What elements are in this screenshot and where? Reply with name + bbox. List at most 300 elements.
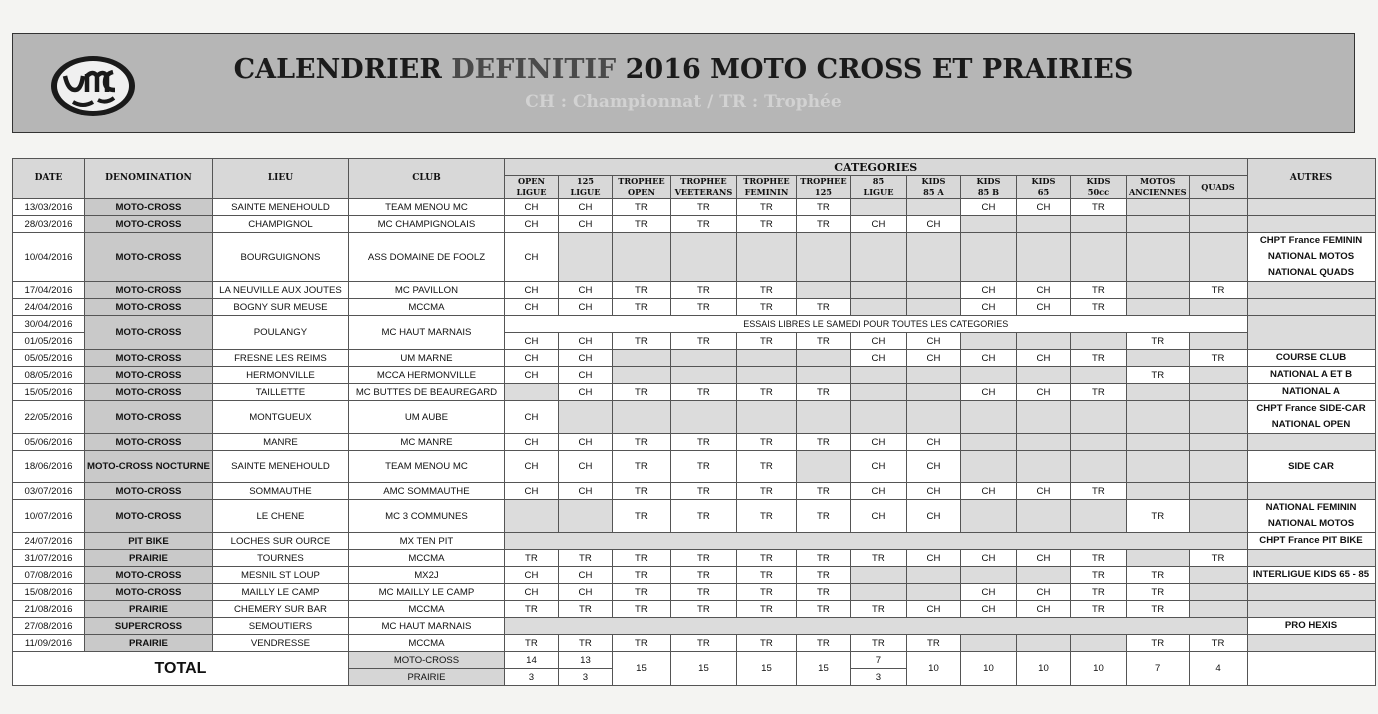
- row-lieu: FRESNE LES REIMS: [212, 350, 348, 367]
- row-category-cell: [960, 216, 1016, 233]
- row-category-cell: CH: [1016, 282, 1070, 299]
- row-category-cell: TR: [736, 601, 796, 618]
- row-category-cell: CH: [850, 350, 906, 367]
- row-club: UM AUBE: [348, 401, 504, 434]
- row-category-cell: TR: [612, 483, 670, 500]
- row-category-cell: [1016, 434, 1070, 451]
- row-category-cell: [736, 350, 796, 367]
- row-category-cell: CH: [960, 282, 1016, 299]
- row-category-cell: TR: [612, 216, 670, 233]
- row-category-cell: TR: [736, 333, 796, 350]
- table-row: [13, 350, 1376, 367]
- table-row: [13, 635, 1376, 652]
- row-category-cell: TR: [670, 584, 736, 601]
- row-category-cell: TR: [504, 601, 558, 618]
- row-denomination: PRAIRIE: [85, 601, 213, 618]
- row-category-cell: TR: [1070, 282, 1126, 299]
- row-category-cell: [1189, 216, 1247, 233]
- row-category-cell: [736, 401, 796, 434]
- row-category-cell: CH: [1016, 584, 1070, 601]
- row-category-cell: [1126, 350, 1189, 367]
- row-category-cell: TR: [1126, 367, 1189, 384]
- row-category-cell: [1016, 333, 1070, 350]
- table-row: [13, 367, 1376, 384]
- row-autres: [1247, 350, 1375, 367]
- row-category-cell: TR: [736, 384, 796, 401]
- row-category-cell: [1189, 199, 1247, 216]
- row-category-cell: CH: [504, 216, 558, 233]
- row-category-cell: CH: [906, 550, 960, 567]
- row-category-cell: [612, 233, 670, 282]
- calendar-table: [12, 158, 1376, 686]
- row-category-cell: CH: [850, 483, 906, 500]
- row-category-cell: TR: [670, 216, 736, 233]
- row-category-cell: [1126, 282, 1189, 299]
- row-category-cell: [1016, 500, 1070, 533]
- row-club: AMC SOMMAUTHE: [348, 483, 504, 500]
- page-title: CALENDRIER DEFINITIF 2016 MOTO CROSS ET PRAIRIES: [233, 54, 1134, 85]
- row-category-cell: [906, 199, 960, 216]
- row-category-cell: [960, 635, 1016, 652]
- row-category-cell: [796, 350, 850, 367]
- row-club: TEAM MENOU MC: [348, 451, 504, 483]
- row-categories-empty: [504, 533, 1247, 550]
- row-category-cell: [1189, 333, 1247, 350]
- row-lieu: SAINTE MENEHOULD: [212, 451, 348, 483]
- row-category-cell: CH: [558, 367, 612, 384]
- row-category-cell: TR: [612, 635, 670, 652]
- total-85-mc: 7: [850, 652, 906, 669]
- row-category-cell: CH: [1016, 483, 1070, 500]
- row-category-cell: CH: [960, 384, 1016, 401]
- row-category-cell: [1016, 451, 1070, 483]
- row-category-cell: CH: [960, 550, 1016, 567]
- row-category-cell: CH: [504, 434, 558, 451]
- row-category-cell: [960, 333, 1016, 350]
- row-category-cell: TR: [612, 601, 670, 618]
- row-category-cell: [850, 282, 906, 299]
- row-category-cell: TR: [796, 299, 850, 316]
- row-autres: [1247, 216, 1375, 233]
- row-date: 07/08/2016: [13, 567, 85, 584]
- row-category-cell: [960, 401, 1016, 434]
- header-banner: [12, 33, 1355, 133]
- row-category-cell: [1016, 567, 1070, 584]
- row-category-cell: [906, 299, 960, 316]
- row-category-cell: CH: [906, 601, 960, 618]
- row-date: 15/05/2016: [13, 384, 85, 401]
- table-row: [13, 384, 1376, 401]
- row-category-cell: TR: [1070, 384, 1126, 401]
- row-category-cell: [670, 401, 736, 434]
- row-lieu: HERMONVILLE: [212, 367, 348, 384]
- row-category-cell: TR: [670, 333, 736, 350]
- total-open-mc: 14: [504, 652, 558, 669]
- row-denomination: MOTO-CROSS: [85, 216, 213, 233]
- row-category-cell: [796, 367, 850, 384]
- row-autres: [1247, 316, 1375, 350]
- row-category-cell: TR: [1126, 635, 1189, 652]
- total-open-pr: 3: [504, 669, 558, 686]
- row-category-cell: TR: [1189, 635, 1247, 652]
- row-denomination: MOTO-CROSS: [85, 367, 213, 384]
- autres-line: COURSE CLUB: [1275, 352, 1347, 363]
- row-category-cell: [1070, 635, 1126, 652]
- row-category-cell: TR: [796, 333, 850, 350]
- row-category-cell: CH: [906, 483, 960, 500]
- row-denomination: MOTO-CROSS: [85, 233, 213, 282]
- row-autres: [1247, 199, 1375, 216]
- row-category-cell: TR: [670, 282, 736, 299]
- row-denomination: SUPERCROSS: [85, 618, 213, 635]
- row-category-cell: CH: [504, 333, 558, 350]
- row-category-cell: CH: [906, 333, 960, 350]
- row-category-cell: [906, 384, 960, 401]
- row-category-cell: CH: [1016, 350, 1070, 367]
- row-category-cell: CH: [504, 483, 558, 500]
- row-category-cell: TR: [670, 199, 736, 216]
- row-autres: [1247, 533, 1375, 550]
- row-category-cell: [1126, 434, 1189, 451]
- total-kids50: 10: [1070, 652, 1126, 686]
- row-category-cell: [960, 500, 1016, 533]
- row-autres: [1247, 500, 1375, 533]
- row-category-cell: [906, 567, 960, 584]
- row-category-cell: [850, 367, 906, 384]
- row-category-cell: [1189, 367, 1247, 384]
- row-category-cell: TR: [736, 216, 796, 233]
- row-date: 08/05/2016: [13, 367, 85, 384]
- row-category-cell: CH: [504, 299, 558, 316]
- row-category-cell: TR: [1189, 282, 1247, 299]
- row-category-cell: TR: [736, 434, 796, 451]
- row-category-cell: [504, 500, 558, 533]
- total-85-pr: 3: [850, 669, 906, 686]
- col-category-header: TROPHEE VEETERANS: [670, 176, 736, 199]
- row-category-cell: [1126, 451, 1189, 483]
- row-category-cell: CH: [558, 451, 612, 483]
- row-category-cell: TR: [796, 434, 850, 451]
- row-autres: [1247, 401, 1375, 434]
- row-club: MCCMA: [348, 550, 504, 567]
- row-autres: [1247, 584, 1375, 601]
- page-subtitle: CH : Championnat / TR : Trophée: [525, 92, 842, 112]
- row-category-cell: [960, 451, 1016, 483]
- row-category-cell: TR: [736, 550, 796, 567]
- row-date: 21/08/2016: [13, 601, 85, 618]
- row-category-cell: TR: [612, 500, 670, 533]
- row-category-cell: [1189, 451, 1247, 483]
- row-category-cell: TR: [1070, 199, 1126, 216]
- row-autres: [1247, 601, 1375, 618]
- row-denomination: MOTO-CROSS: [85, 401, 213, 434]
- row-autres: [1247, 384, 1375, 401]
- row-category-cell: CH: [558, 483, 612, 500]
- row-category-cell: TR: [612, 299, 670, 316]
- row-date: 10/04/2016: [13, 233, 85, 282]
- row-category-cell: CH: [504, 584, 558, 601]
- row-category-cell: CH: [906, 500, 960, 533]
- row-category-cell: [1016, 635, 1070, 652]
- row-category-cell: [1070, 434, 1126, 451]
- row-category-cell: [1189, 384, 1247, 401]
- row-lieu: LE CHENE: [212, 500, 348, 533]
- col-category-header: QUADS: [1189, 176, 1247, 199]
- row-category-cell: [1126, 299, 1189, 316]
- col-category-header: MOTOS ANCIENNES: [1126, 176, 1189, 199]
- row-category-cell: TR: [1070, 584, 1126, 601]
- row-category-cell: TR: [1070, 350, 1126, 367]
- row-denomination: MOTO-CROSS: [85, 567, 213, 584]
- col-category-header: TROPHEE FEMININ: [736, 176, 796, 199]
- col-date: DATE: [13, 159, 85, 199]
- row-autres: [1247, 567, 1375, 584]
- row-category-cell: [906, 584, 960, 601]
- row-category-cell: TR: [850, 601, 906, 618]
- row-category-cell: TR: [736, 282, 796, 299]
- row-category-cell: TR: [1070, 483, 1126, 500]
- row-category-cell: TR: [670, 384, 736, 401]
- row-category-cell: [1189, 567, 1247, 584]
- row-category-cell: [1016, 401, 1070, 434]
- row-date: 15/08/2016: [13, 584, 85, 601]
- row-denomination: MOTO-CROSS: [85, 199, 213, 216]
- row-category-cell: TR: [796, 216, 850, 233]
- row-autres: [1247, 550, 1375, 567]
- row-category-cell: TR: [670, 434, 736, 451]
- row-lieu: LOCHES SUR OURCE: [212, 533, 348, 550]
- row-category-cell: [1189, 601, 1247, 618]
- row-category-cell: TR: [796, 601, 850, 618]
- row-lieu: CHAMPIGNOL: [212, 216, 348, 233]
- row-category-cell: [1189, 483, 1247, 500]
- row-lieu: MAILLY LE CAMP: [212, 584, 348, 601]
- row-category-cell: CH: [558, 584, 612, 601]
- row-category-cell: TR: [796, 483, 850, 500]
- row-category-cell: TR: [1126, 584, 1189, 601]
- row-lieu: SOMMAUTHE: [212, 483, 348, 500]
- row-category-cell: [796, 451, 850, 483]
- row-category-cell: TR: [1070, 601, 1126, 618]
- row-category-cell: TR: [558, 635, 612, 652]
- autres-line: CHPT France SIDE-CAR: [1256, 403, 1366, 414]
- row-category-cell: [1189, 500, 1247, 533]
- row-category-cell: CH: [504, 567, 558, 584]
- row-denomination: PRAIRIE: [85, 635, 213, 652]
- row-category-cell: CH: [504, 451, 558, 483]
- row-denomination: PRAIRIE: [85, 550, 213, 567]
- row-category-cell: CH: [504, 233, 558, 282]
- row-category-cell: [736, 233, 796, 282]
- row-autres: [1247, 483, 1375, 500]
- row-autres: [1247, 618, 1375, 635]
- row-club: MC HAUT MARNAIS: [348, 316, 504, 350]
- row-category-cell: TR: [612, 384, 670, 401]
- row-category-cell: [1070, 333, 1126, 350]
- autres-line: NATIONAL A: [1282, 386, 1340, 397]
- row-denomination: PIT BIKE: [85, 533, 213, 550]
- total-motocross-label: MOTO-CROSS: [348, 652, 504, 669]
- row-category-cell: TR: [504, 550, 558, 567]
- row-category-cell: CH: [906, 451, 960, 483]
- col-category-header: KIDS 85 B: [960, 176, 1016, 199]
- row-category-cell: [736, 367, 796, 384]
- col-category-header: OPEN LIGUE: [504, 176, 558, 199]
- row-category-cell: CH: [558, 384, 612, 401]
- col-category-header: 85 LIGUE: [850, 176, 906, 199]
- row-category-cell: [1189, 299, 1247, 316]
- row-category-cell: [1189, 401, 1247, 434]
- total-125-pr: 3: [558, 669, 612, 686]
- row-category-cell: [612, 401, 670, 434]
- row-category-cell: CH: [1016, 199, 1070, 216]
- row-denomination: MOTO-CROSS: [85, 316, 213, 350]
- row-club: MCCMA: [348, 601, 504, 618]
- row-category-cell: [1070, 401, 1126, 434]
- row-category-cell: TR: [612, 550, 670, 567]
- col-denomination: DENOMINATION: [85, 159, 213, 199]
- row-lieu: TAILLETTE: [212, 384, 348, 401]
- row-category-cell: CH: [504, 401, 558, 434]
- row-category-cell: TR: [1189, 350, 1247, 367]
- row-lieu: MONTGUEUX: [212, 401, 348, 434]
- row-autres: [1247, 282, 1375, 299]
- row-category-cell: [796, 282, 850, 299]
- row-category-cell: [850, 567, 906, 584]
- col-category-header: TROPHEE 125: [796, 176, 850, 199]
- row-category-cell: [960, 567, 1016, 584]
- row-category-cell: CH: [504, 367, 558, 384]
- row-denomination: MOTO-CROSS: [85, 299, 213, 316]
- row-category-cell: TR: [612, 333, 670, 350]
- row-date: 22/05/2016: [13, 401, 85, 434]
- row-category-cell: CH: [1016, 299, 1070, 316]
- row-date: 17/04/2016: [13, 282, 85, 299]
- row-category-cell: [1126, 233, 1189, 282]
- row-category-cell: TR: [1126, 333, 1189, 350]
- autres-line: NATIONAL MOTOS: [1267, 518, 1355, 529]
- row-autres: [1247, 434, 1375, 451]
- autres-line: NATIONAL FEMININ: [1265, 502, 1357, 513]
- row-category-cell: CH: [960, 199, 1016, 216]
- row-lieu: VENDRESSE: [212, 635, 348, 652]
- autres-line: NATIONAL A ET B: [1269, 369, 1353, 380]
- row-club: MC BUTTES DE BEAUREGARD: [348, 384, 504, 401]
- col-club: CLUB: [348, 159, 504, 199]
- row-category-cell: [1126, 401, 1189, 434]
- total-trophee_vet: 15: [670, 652, 736, 686]
- table-row: [13, 483, 1376, 500]
- row-category-cell: CH: [960, 584, 1016, 601]
- row-denomination: MOTO-CROSS NOCTURNE: [85, 451, 213, 483]
- autres-line: NATIONAL QUADS: [1268, 267, 1354, 278]
- row-category-cell: TR: [558, 601, 612, 618]
- row-category-cell: TR: [736, 199, 796, 216]
- row-category-cell: TR: [1070, 299, 1126, 316]
- row-lieu: BOGNY SUR MEUSE: [212, 299, 348, 316]
- row-category-cell: CH: [850, 500, 906, 533]
- row-category-cell: TR: [670, 451, 736, 483]
- table-row: [13, 500, 1376, 533]
- total-kids65: 10: [1016, 652, 1070, 686]
- row-category-cell: CH: [558, 567, 612, 584]
- autres-line: NATIONAL OPEN: [1271, 419, 1351, 430]
- row-category-cell: TR: [1070, 550, 1126, 567]
- row-category-cell: TR: [850, 550, 906, 567]
- total-prairie-label: PRAIRIE: [348, 669, 504, 686]
- row-lieu: SEMOUTIERS: [212, 618, 348, 635]
- row-category-cell: TR: [796, 199, 850, 216]
- row-club: MC MAILLY LE CAMP: [348, 584, 504, 601]
- row-club: MC MANRE: [348, 434, 504, 451]
- total-trophee_open: 15: [612, 652, 670, 686]
- row-club: MCCMA: [348, 635, 504, 652]
- row-category-cell: [906, 282, 960, 299]
- row-club: MCCA HERMONVILLE: [348, 367, 504, 384]
- row-category-cell: [960, 367, 1016, 384]
- row-denomination: MOTO-CROSS: [85, 434, 213, 451]
- row-denomination: MOTO-CROSS: [85, 282, 213, 299]
- row-category-cell: TR: [736, 483, 796, 500]
- row-category-cell: CH: [504, 282, 558, 299]
- row-category-cell: TR: [670, 299, 736, 316]
- autres-line: PRO HEXIS: [1284, 620, 1338, 631]
- total-125-mc: 13: [558, 652, 612, 669]
- row-category-cell: TR: [612, 451, 670, 483]
- row-date: 03/07/2016: [13, 483, 85, 500]
- row-category-cell: [1070, 367, 1126, 384]
- row-club: ASS DOMAINE DE FOOLZ: [348, 233, 504, 282]
- table-row: [13, 299, 1376, 316]
- row-category-cell: CH: [850, 333, 906, 350]
- row-date: 10/07/2016: [13, 500, 85, 533]
- table-row: [13, 199, 1376, 216]
- row-category-cell: CH: [1016, 601, 1070, 618]
- row-denomination: MOTO-CROSS: [85, 584, 213, 601]
- row-category-cell: CH: [906, 216, 960, 233]
- row-lieu: MANRE: [212, 434, 348, 451]
- row-category-cell: [1070, 216, 1126, 233]
- row-club: MX TEN PIT: [348, 533, 504, 550]
- row-autres: [1247, 367, 1375, 384]
- row-category-cell: [1126, 483, 1189, 500]
- row-category-cell: TR: [850, 635, 906, 652]
- row-lieu: TOURNES: [212, 550, 348, 567]
- table-row: [13, 533, 1376, 550]
- row-category-cell: [1070, 233, 1126, 282]
- total-kids85b: 10: [960, 652, 1016, 686]
- row-category-cell: CH: [1016, 384, 1070, 401]
- row-category-cell: CH: [558, 350, 612, 367]
- row-date: 18/06/2016: [13, 451, 85, 483]
- row-category-cell: CH: [960, 350, 1016, 367]
- row-date: 05/06/2016: [13, 434, 85, 451]
- row-category-cell: TR: [1126, 500, 1189, 533]
- row-category-cell: TR: [504, 635, 558, 652]
- row-autres: [1247, 233, 1375, 282]
- row-categories-empty: [504, 618, 1247, 635]
- table-row: [13, 584, 1376, 601]
- row-category-cell: CH: [960, 483, 1016, 500]
- row-category-cell: TR: [670, 567, 736, 584]
- row-category-cell: CH: [906, 434, 960, 451]
- total-row: [13, 652, 1376, 669]
- row-category-cell: CH: [504, 199, 558, 216]
- row-date: 24/04/2016: [13, 299, 85, 316]
- row-category-cell: [670, 367, 736, 384]
- row-category-cell: TR: [796, 584, 850, 601]
- row-category-cell: TR: [796, 550, 850, 567]
